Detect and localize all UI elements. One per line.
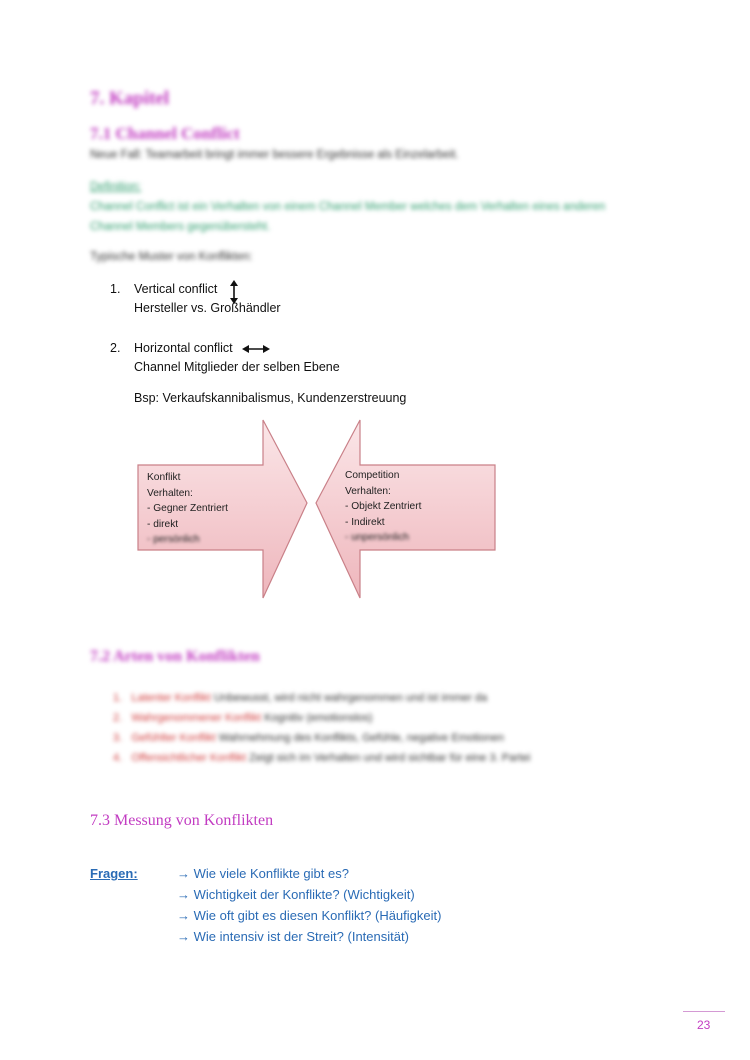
conflict-desc: Unbewusst, wird nicht wahrgenommen und ist immer da — [213, 692, 488, 704]
conflict-line: - direkt — [147, 518, 179, 530]
list-item-number: 1. — [113, 692, 123, 704]
horizontal-double-arrow-icon — [242, 343, 270, 355]
definition-label: Definition: — [90, 181, 142, 193]
definition-text: Channel Conflict ist ein Verhalten von einem Channel Member welches dem Verhalten eines anderen Channel Members gegenübersteht. — [90, 201, 606, 233]
conflict-term: Gefühlter Konflikt — [131, 732, 216, 744]
competition-line: Competition — [345, 470, 400, 481]
list-item-title: Horizontal conflict — [134, 341, 233, 355]
list-item-subtitle: Hersteller vs. Großhändler — [134, 301, 281, 315]
list-item — [113, 728, 530, 748]
patterns-heading: Typische Muster von Konflikten: — [90, 251, 253, 263]
section-note: Neue Fall: Teamarbeit bringt immer bessere Ergebnisse als Einzelarbeit. — [90, 149, 459, 161]
section-title-measurement: 7.3 Messung von Konflikten — [90, 812, 274, 829]
competition-box-text — [345, 468, 421, 546]
competition-line: - Indirekt — [345, 516, 385, 528]
example-text: Bsp: Verkaufskannibalismus, Kundenzerstreuung — [134, 391, 407, 405]
conflict-term: Offensichtlicher Konflikt — [131, 752, 247, 764]
fragen-label: Fragen: — [90, 866, 138, 881]
competition-line: - unpersönlich — [345, 532, 409, 543]
chapter-title: 7. Kapitel — [90, 88, 170, 109]
list-item-number: 4. — [113, 752, 123, 764]
list-item — [113, 748, 530, 768]
list-item — [113, 688, 530, 708]
conflict-line: Verhalten: — [147, 487, 193, 499]
conflict-desc: Kognitiv (emotionslos) — [264, 712, 373, 724]
conflict-desc: Zeigt sich im Verhalten und wird sichtbar für eine 3. Partei — [249, 752, 531, 764]
question-item: → Wie intensiv ist der Streit? (Intensität) — [177, 929, 409, 944]
competition-line: Verhalten: — [345, 485, 391, 497]
conflict-line: Konflikt — [147, 472, 181, 483]
question-item: → Wichtigkeit der Konflikte? (Wichtigkeit) — [177, 887, 415, 902]
conflict-term: Wahrgenommener Konflikt — [131, 712, 262, 724]
list-item-subtitle: Channel Mitglieder der selben Ebene — [134, 360, 340, 374]
conflict-box-text — [147, 470, 228, 548]
conflict-desc: Wahrnehmung des Konflikts, Gefühle, negative Emotionen — [218, 732, 504, 744]
page-number: 23 — [697, 1018, 711, 1032]
conflict-types-list — [113, 688, 530, 768]
section-title-types: 7.2 Arten von Konflikten — [90, 648, 260, 665]
section-title-channel-conflict: 7.1 Channel Conflict — [90, 124, 240, 143]
list-item-number: 2. — [113, 712, 123, 724]
list-item — [113, 708, 530, 728]
conflict-line: - Gegner Zentriert — [147, 503, 228, 514]
conflict-line: - persönlich — [147, 534, 200, 545]
competition-line: - Objekt Zentriert — [345, 501, 422, 512]
list-item-number: 3. — [113, 732, 123, 744]
list-item-number: 1. — [110, 282, 121, 296]
question-item: → Wie oft gibt es diesen Konflikt? (Häufigkeit) — [177, 908, 442, 923]
list-item-number: 2. — [110, 341, 121, 355]
conflict-term: Latenter Konflikt — [131, 692, 211, 704]
footer-divider — [683, 1011, 725, 1012]
question-item: → Wie viele Konflikte gibt es? — [177, 866, 349, 881]
list-item-title: Vertical conflict — [134, 282, 218, 296]
